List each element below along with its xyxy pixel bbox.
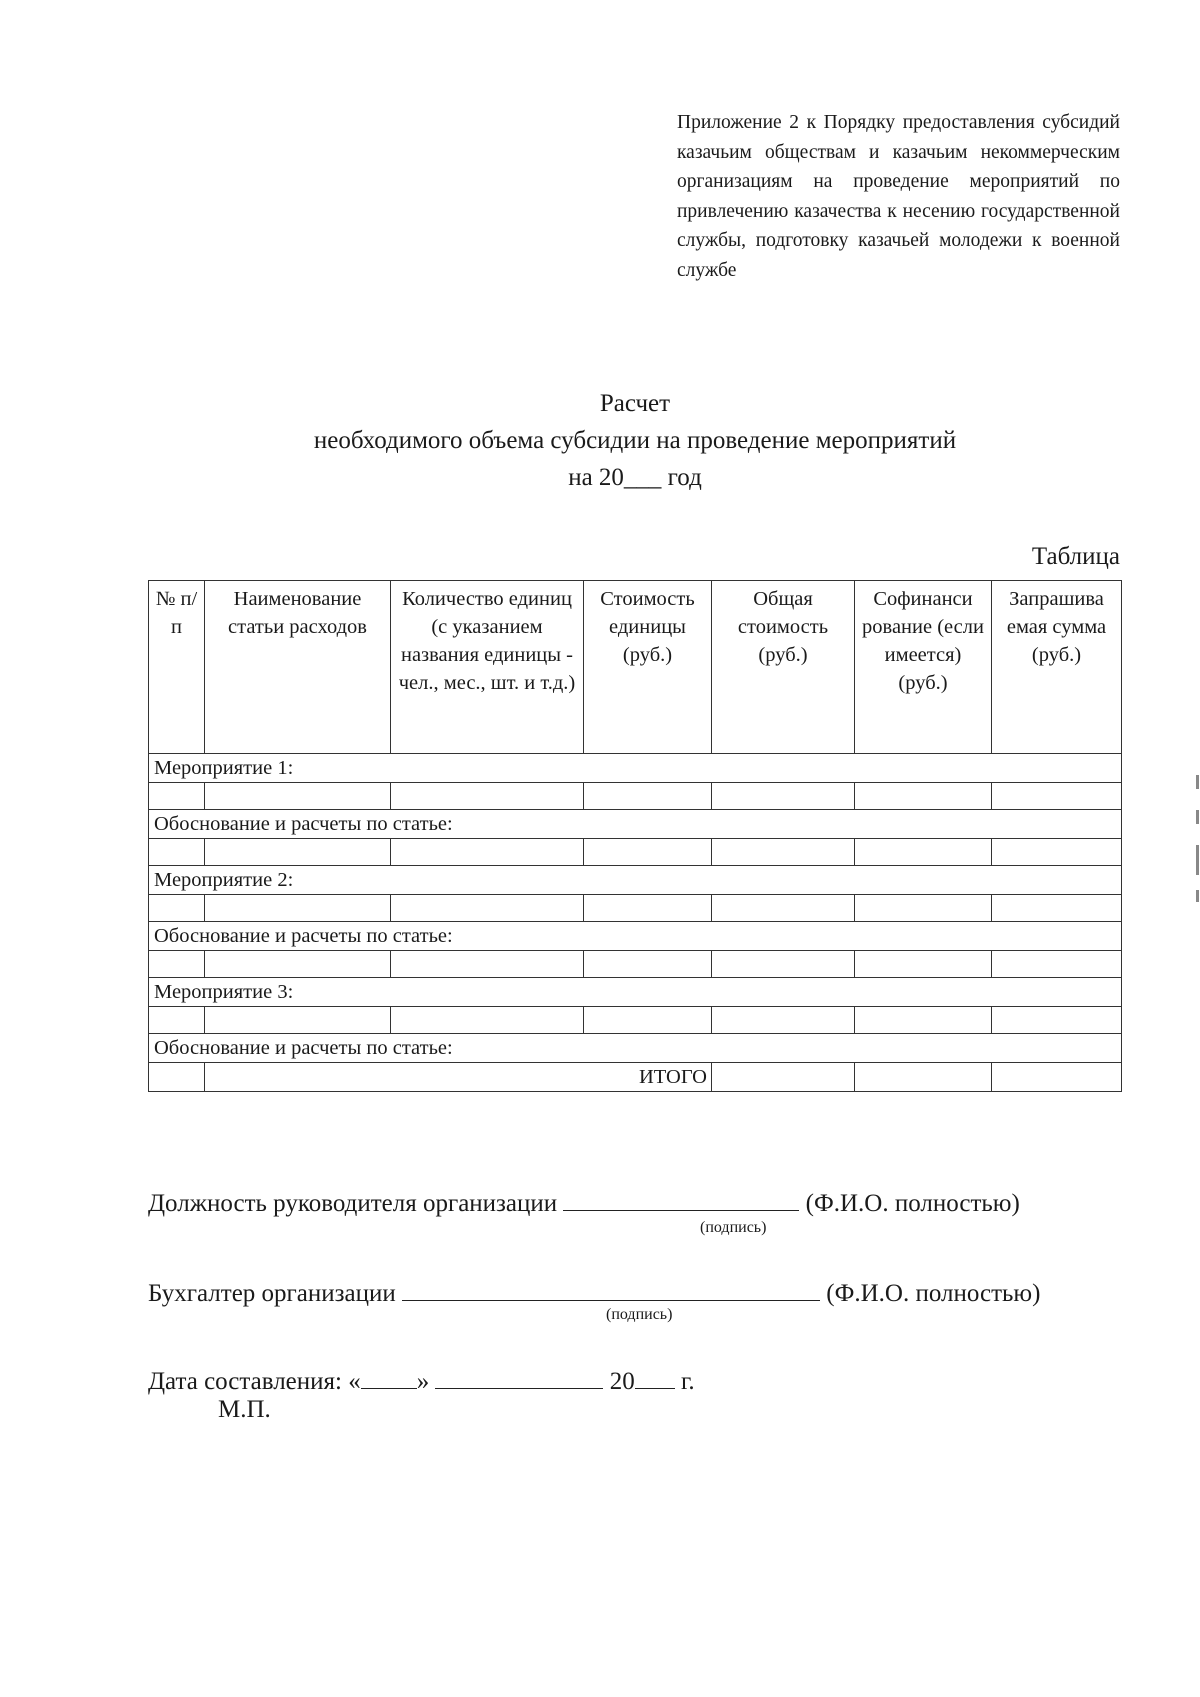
header-quantity: Количество единиц (с указанием названия единицы - чел., мес., шт. и т.д.) — [391, 581, 584, 754]
date-day-field — [361, 1364, 417, 1389]
accountant-signature-line — [148, 1276, 1040, 1308]
date-quote-close: » — [416, 1368, 430, 1395]
date-month-field — [435, 1364, 603, 1389]
table-row — [149, 895, 1122, 922]
stamp-place: М.П. — [218, 1396, 271, 1423]
total-row — [149, 1063, 1122, 1092]
total-label: ИТОГО — [205, 1063, 712, 1092]
table-row — [149, 839, 1122, 866]
appendix-note: Приложение 2 к Порядку предоставления субсидий казачьим обществам и казачьим некоммерческим организациям на проведение мероприятий по привлечению казачества к несению государственной службы, подготовку казачьей молодежи к военной службе — [677, 112, 1120, 281]
section-justification-1: Обоснование и расчеты по статье: — [149, 810, 1122, 839]
date-line — [148, 1364, 695, 1396]
section-justification-2: Обоснование и расчеты по статье: — [149, 922, 1122, 951]
accountant-fio-label: (Ф.И.О. полностью) — [826, 1280, 1041, 1307]
scan-edge-mark — [1196, 775, 1199, 789]
head-position-label: Должность руководителя организации — [148, 1190, 558, 1217]
header-unit-cost: Стоимость единицы (руб.) — [584, 581, 712, 754]
section-event-1: Мероприятие 1: — [149, 754, 1122, 783]
header-number: № п/п — [149, 581, 205, 754]
head-signature-field — [563, 1186, 799, 1211]
table-row — [149, 783, 1122, 810]
accountant-signature-field — [402, 1276, 820, 1301]
table-row — [149, 1007, 1122, 1034]
table-label: Таблица — [1031, 543, 1120, 570]
scan-edge-mark — [1196, 845, 1199, 875]
header-expense-item: Наименование статьи расходов — [205, 581, 391, 754]
document-subtitle: необходимого объема субсидии на проведение мероприятий — [313, 427, 957, 454]
header-requested-amount: Запрашива емая сумма (руб.) — [992, 581, 1122, 754]
scan-edge-mark — [1196, 810, 1199, 824]
head-signature-line — [148, 1186, 1020, 1218]
header-cofinancing: Софинанси рование (если имеется) (руб.) — [855, 581, 992, 754]
section-event-2: Мероприятие 2: — [149, 866, 1122, 895]
section-justification-3: Обоснование и расчеты по статье: — [149, 1034, 1122, 1063]
table-row — [149, 951, 1122, 978]
date-year-field — [635, 1364, 675, 1389]
document-year-line: на 20___ год — [568, 464, 702, 491]
subsidy-calculation-table — [148, 580, 1122, 1092]
accountant-label: Бухгалтер организации — [148, 1280, 396, 1307]
head-signature-caption: (подпись) — [700, 1219, 767, 1236]
date-year-suffix: г. — [680, 1368, 695, 1395]
date-label: Дата составления: « — [148, 1368, 361, 1395]
scan-edge-mark — [1196, 890, 1199, 902]
table-header-row — [149, 581, 1122, 754]
date-year-prefix: 20 — [609, 1368, 635, 1395]
document-title: Расчет — [599, 390, 671, 417]
section-event-3: Мероприятие 3: — [149, 978, 1122, 1007]
head-fio-label: (Ф.И.О. полностью) — [805, 1190, 1020, 1217]
header-total-cost: Общая стоимость (руб.) — [712, 581, 855, 754]
accountant-signature-caption: (подпись) — [606, 1306, 673, 1323]
